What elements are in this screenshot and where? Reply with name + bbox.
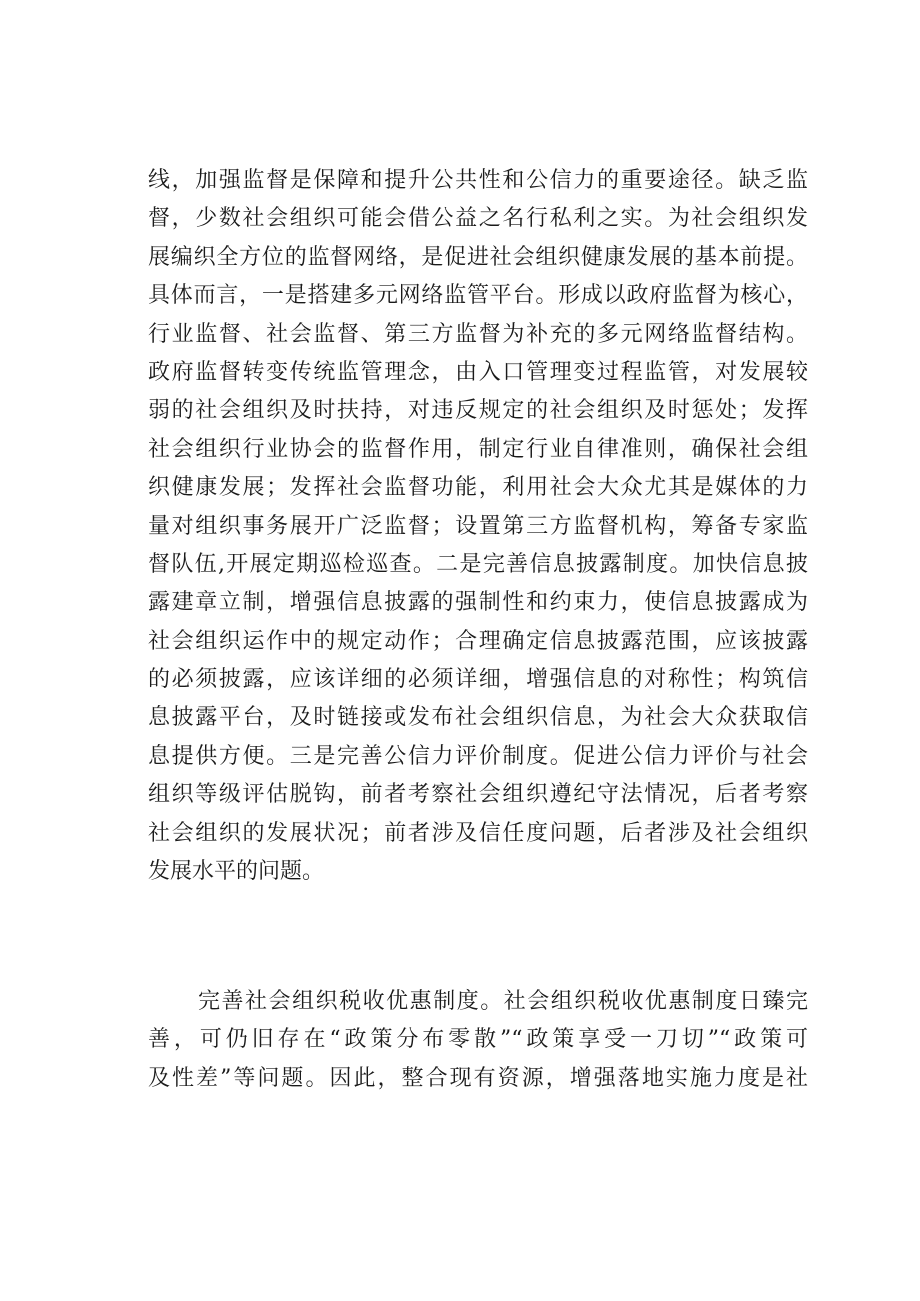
text-line: 社会组织的发展状况；前者涉及信任度问题，后者涉及社会组织: [148, 820, 808, 846]
text-line: 展编织全方位的监督网络，是促进社会组织健康发展的基本前提。: [148, 244, 808, 270]
text-line: 具体而言，一是搭建多元网络监管平台。形成以政府监督为核心，: [148, 283, 808, 309]
text-line: 善，可仍旧存在“政策分布零散”“政策享受一刀切”“政策可: [148, 1027, 808, 1053]
text-line: 露建章立制，增强信息披露的强制性和约束力，使信息披露成为: [148, 590, 808, 616]
text-line: 的必须披露，应该详细的必须详细，增强信息的对称性；构筑信: [148, 667, 808, 693]
text-line: 行业监督、社会监督、第三方监督为补充的多元网络监督结构。: [148, 321, 808, 347]
text-line: 及性差”等问题。因此，整合现有资源，增强落地实施力度是社: [148, 1065, 808, 1091]
text-line: 社会组织运作中的规定动作；合理确定信息披露范围，应该披露: [148, 628, 808, 654]
text-line: 督，少数社会组织可能会借公益之名行私利之实。为社会组织发: [148, 206, 808, 232]
text-line: 社会组织行业协会的监督作用，制定行业自律准则，确保社会组: [148, 436, 808, 462]
text-line: 督队伍,开展定期巡检巡查。二是完善信息披露制度。加快信息披: [148, 551, 808, 577]
paragraph-supervision: [148, 162, 808, 891]
text-line: 完善社会组织税收优惠制度。社会组织税收优惠制度日臻完: [198, 989, 808, 1014]
text-line: 弱的社会组织及时扶持，对违反规定的社会组织及时惩处；发挥: [148, 398, 808, 424]
text-line: 量对组织事务展开广泛监督；设置第三方监督机构，筹备专家监: [148, 513, 808, 539]
text-line: 息披露平台，及时链接或发布社会组织信息，为社会大众获取信: [148, 705, 808, 731]
text-line: 织健康发展；发挥社会监督功能，利用社会大众尤其是媒体的力: [148, 475, 808, 501]
text-line: 组织等级评估脱钩，前者考察社会组织遵纪守法情况，后者考察: [148, 782, 808, 808]
text-line: 线，加强监督是保障和提升公共性和公信力的重要途径。缺乏监: [148, 168, 808, 193]
text-line: 政府监督转变传统监管理念，由入口管理变过程监管，对发展较: [148, 359, 808, 385]
text-line: 息提供方便。三是完善公信力评价制度。促进公信力评价与社会: [148, 743, 808, 769]
paragraph-tax-incentives: [148, 983, 808, 1098]
text-line: 发展水平的问题。: [148, 859, 325, 885]
